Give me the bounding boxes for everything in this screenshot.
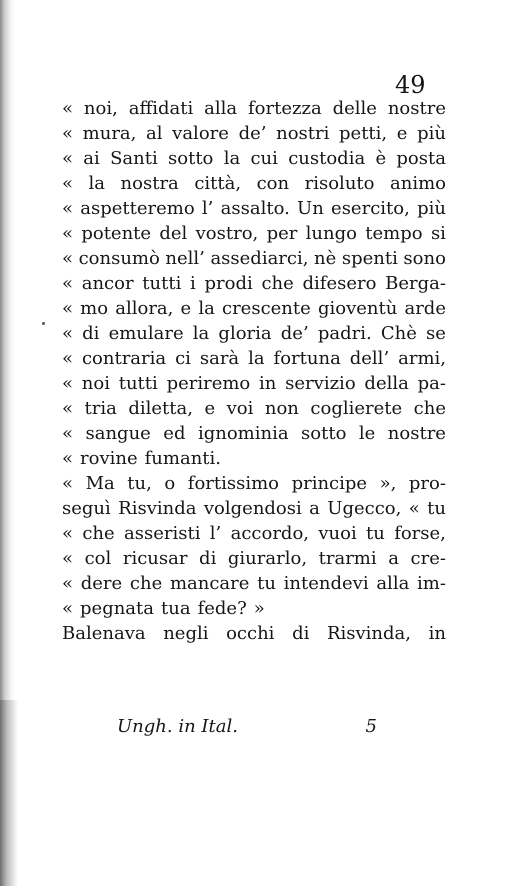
word: « [62,273,74,294]
word: negli [163,623,209,644]
word: città, [194,173,242,194]
word: « [62,348,74,369]
word: intendevi [283,573,369,594]
text-line [62,146,446,171]
word: fortuna [273,348,341,369]
signature-line [117,716,377,737]
word: tutti [118,373,158,394]
word: « [62,423,74,444]
word: fede? [197,598,247,619]
word: arde [404,298,446,319]
text-line [62,221,446,246]
word: pegnata [80,598,155,619]
text-line [62,421,446,446]
word: « [62,248,74,269]
page-edge-shadow-bottom [0,700,18,886]
text-line [62,346,446,371]
word: le [358,423,376,444]
text-line [62,371,446,396]
word: più [417,123,446,144]
word: principe [291,473,368,494]
word: », [379,473,397,494]
word: alla [204,98,238,119]
word: periremo [166,373,251,394]
word: armi, [398,348,446,369]
signature-number: 5 [365,716,377,737]
word: « [62,598,74,619]
word: fumanti. [144,448,221,469]
word: Risvinda, [326,623,411,644]
text-line [62,96,446,121]
word: tutti [142,273,182,294]
word: aspetteremo [80,198,195,219]
word: sotto [301,423,347,444]
word: servizio [285,373,356,394]
word: pro- [408,473,446,494]
word: della [364,373,409,394]
word: giurarlo, [227,548,308,569]
word: « [62,473,74,494]
word: forse, [394,523,446,544]
text-line [62,521,446,546]
text-line [62,621,446,646]
word: mura, [82,123,137,144]
word: che [82,523,115,544]
word: allora, [115,298,174,319]
word: si [430,223,446,244]
word: a [388,548,399,569]
word: potente [81,223,152,244]
word: nostre [387,98,446,119]
word: rovine [80,448,138,469]
text-line [62,171,446,196]
word: che [413,398,446,419]
word: voi [226,398,254,419]
word: la [223,148,241,169]
word: Berga- [385,273,446,294]
word: mancare [169,573,250,594]
word: pa- [417,373,446,394]
word: più [417,198,446,219]
text-line [62,321,446,346]
word: accordo, [230,523,310,544]
word: « [62,98,74,119]
word: Santi [110,148,158,169]
word: col [84,548,112,569]
word: cui [250,148,278,169]
word: difesero [302,273,377,294]
word: gloria [218,323,272,344]
word: nè [314,248,337,269]
text-line [62,546,446,571]
text-line [62,196,446,221]
word: animo [390,173,446,194]
word: risoluto [304,173,375,194]
word: prodi [204,273,253,294]
word: occhi [226,623,275,644]
word: vuoi [318,523,357,544]
word: di [82,323,100,344]
text-line [62,571,446,596]
word: asseristi [124,523,201,544]
word: i [190,273,196,294]
word: che [261,273,294,294]
word: emulare [108,323,184,344]
word: « [62,373,74,394]
word: crescente [222,298,311,319]
word: esercito, [331,198,410,219]
word: o [164,473,176,494]
word: « [62,173,74,194]
word: ed [163,423,186,444]
text-line [62,296,446,321]
ink-speck [42,322,45,325]
word: ancor [81,273,134,294]
word: alla [376,573,410,594]
word: « [62,298,74,319]
word: « [62,448,74,469]
word: noi [81,373,110,394]
word: cre- [410,548,446,569]
word: e [396,123,408,144]
word: seguì [62,498,111,519]
word: nostre [387,423,446,444]
word: affidati [128,98,194,119]
word: per [266,223,298,244]
word: custodia [288,148,366,169]
word: e [204,398,216,419]
word: del [159,223,188,244]
word: consumò [78,248,160,269]
text-line [62,246,446,271]
word: con [256,173,290,194]
word: che [129,573,163,594]
word: la [198,298,215,319]
word: lungo [305,223,357,244]
word: mo [80,298,109,319]
word: spenti [341,248,398,269]
word: tu, [127,473,152,494]
word: tria [84,398,117,419]
word: di [292,623,310,644]
word: la [248,348,265,369]
word: dell’ [349,348,390,369]
word: petti, [339,123,388,144]
word: di [199,548,217,569]
word: contraria [81,348,167,369]
word: dere [80,573,123,594]
text-line [62,396,446,421]
word: Un [297,198,324,219]
word: tua [161,598,191,619]
word: de’ [280,323,309,344]
word: Ugecco, [327,498,402,519]
word: « [62,548,74,569]
text-line [62,496,446,521]
word: « [62,398,74,419]
word: coglierete [310,398,403,419]
word: » [253,598,265,619]
text-line [62,271,446,296]
word: ignominia [197,423,289,444]
word: posta [396,148,446,169]
word: assalto. [220,198,290,219]
word: al [146,123,163,144]
word: Balenava [62,623,146,644]
word: delle [332,98,377,119]
word: è [375,148,387,169]
word: trarmi [318,548,377,569]
word: in [428,623,446,644]
word: l’ [209,523,222,544]
word: sotto [168,148,214,169]
word: « [62,148,74,169]
word: diletta, [128,398,193,419]
word: nell’ [165,248,205,269]
text-line [62,446,446,471]
word: sangue [85,423,151,444]
text-line [62,596,446,621]
word: a [309,498,320,519]
word: Ma [85,473,115,494]
word: ci [175,348,191,369]
word: tu [366,523,385,544]
word: valore [172,123,229,144]
word: « [62,323,74,344]
word: tempo [365,223,423,244]
word: Chè [380,323,417,344]
word: « [62,573,74,594]
word: « [62,198,74,219]
word: fortissimo [187,473,280,494]
word: de’ [238,123,267,144]
text-line [62,121,446,146]
word: tu [427,498,446,519]
text-line [62,471,446,496]
word: « [62,123,74,144]
word: non [264,398,299,419]
word: ai [83,148,100,169]
word: Risvinda [118,498,197,519]
word: l’ [201,198,214,219]
page-number: 49 [395,71,426,99]
word: vostro, [195,223,259,244]
word: assediarci, [210,248,309,269]
word: tu [257,573,276,594]
word: e [180,298,192,319]
word: la [192,323,210,344]
word: nostra [120,173,179,194]
word: ricusar [122,548,188,569]
word: « [62,523,74,544]
word: la [88,173,106,194]
word: se [426,323,446,344]
word: in [259,373,277,394]
word: « [62,223,74,244]
word: nostri [276,123,330,144]
word: « [408,498,420,519]
word: noi, [83,98,118,119]
word: volgendosi [203,498,302,519]
signature-mark: Ungh. in Ital. [117,716,238,737]
word: sono [403,248,446,269]
word: gioventù [317,298,398,319]
word: sarà [199,348,240,369]
body-text [62,96,446,646]
word: fortezza [248,98,322,119]
word: im- [417,573,446,594]
word: padri. [317,323,372,344]
